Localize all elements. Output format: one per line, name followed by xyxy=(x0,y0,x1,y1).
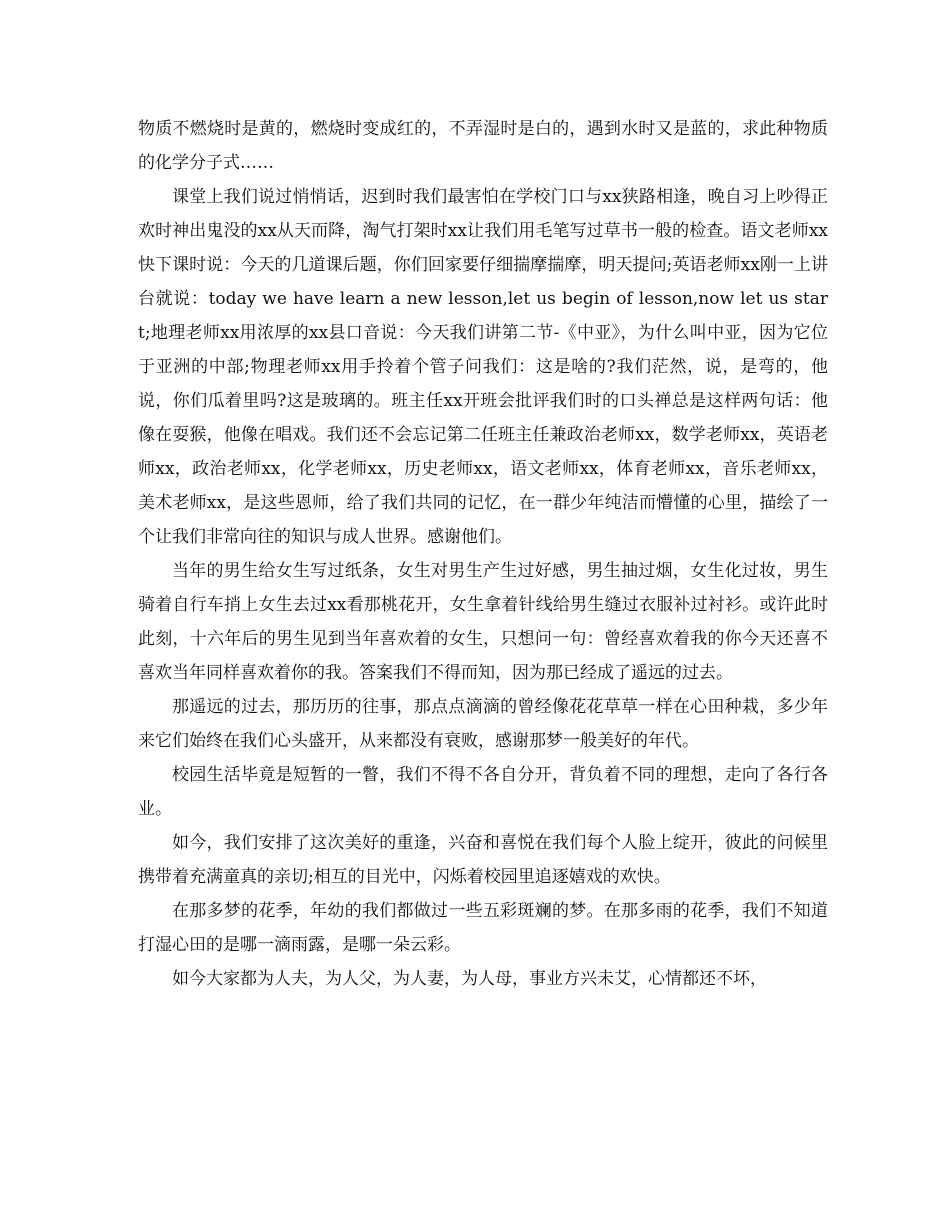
paragraph-5: 校园生活毕竟是短暂的一瞥，我们不得不各自分开，背负着不同的理想，走向了各行各业。 xyxy=(138,765,828,819)
paragraph-8: 如今大家都为人夫，为人父，为人妻，为人母，事业方兴未艾，心情都还不坏， xyxy=(172,969,767,989)
paragraph-2: 课堂上我们说过悄悄话，迟到时我们最害怕在学校门口与xx狭路相逢，晚自习上吵得正欢时神出鬼没的xx从天而降，淘气打架时xx让我们用毛笔写过草书一般的检查。语文老师xx快下课时说：今天的几道课后题，你们回家要仔细揣摩揣摩，明天提问;英语老师xx刚一上讲台就说：today we have learn a new lesson,let us begin of lesson,now let us start;地理老师xx用浓厚的xx县口音说：今天我们讲第二节-《中亚》，为什么叫中亚，因为它位于亚洲的中部;物理老师xx用手拎着个管子问我们：这是啥的?我们茫然，说，是弯的，他说，你们瓜着里吗?这是玻璃的。班主任xx开班会批评我们时的口头禅总是这样两句话：他像在耍猴，他像在唱戏。我们还不会忘记第二任班主任兼政治老师xx，数学老师xx，英语老师xx，政治老师xx，化学老师xx，历史老师xx，语文老师xx，体育老师xx，音乐老师xx，美术老师xx，是这些恩师，给了我们共同的记忆，在一群少年纯洁而懵懂的心里，描绘了一个让我们非常向往的知识与成人世界。感谢他们。 xyxy=(138,187,828,547)
paragraph-7: 在那多梦的花季，年幼的我们都做过一些五彩斑斓的梦。在那多雨的花季，我们不知道打湿心田的是哪一滴雨露，是哪一朵云彩。 xyxy=(138,901,828,955)
document-body xyxy=(138,112,828,996)
paragraph-3: 当年的男生给女生写过纸条，女生对男生产生过好感，男生抽过烟，女生化过妆，男生骑着自行车捎上女生去过xx看那桃花开，女生拿着针线给男生缝过衣服补过衬衫。或许此时此刻，十六年后的男生见到当年喜欢着的女生，只想问一句：曾经喜欢着我的你今天还喜不喜欢当年同样喜欢着你的我。答案我们不得而知，因为那已经成了遥远的过去。 xyxy=(138,561,828,683)
paragraph-4: 那遥远的过去，那历历的往事，那点点滴滴的曾经像花花草草一样在心田种栽，多少年来它们始终在我们心头盛开，从来都没有衰败，感谢那梦一般美好的年代。 xyxy=(138,697,828,751)
paragraph-1: 物质不燃烧时是黄的，燃烧时变成红的，不弄湿时是白的，遇到水时又是蓝的，求此种物质的化学分子式…… xyxy=(138,119,828,173)
paragraph-6: 如今，我们安排了这次美好的重逢，兴奋和喜悦在我们每个人脸上绽开，彼此的问候里携带着充满童真的亲切;相互的目光中，闪烁着校园里追逐嬉戏的欢快。 xyxy=(138,833,828,887)
